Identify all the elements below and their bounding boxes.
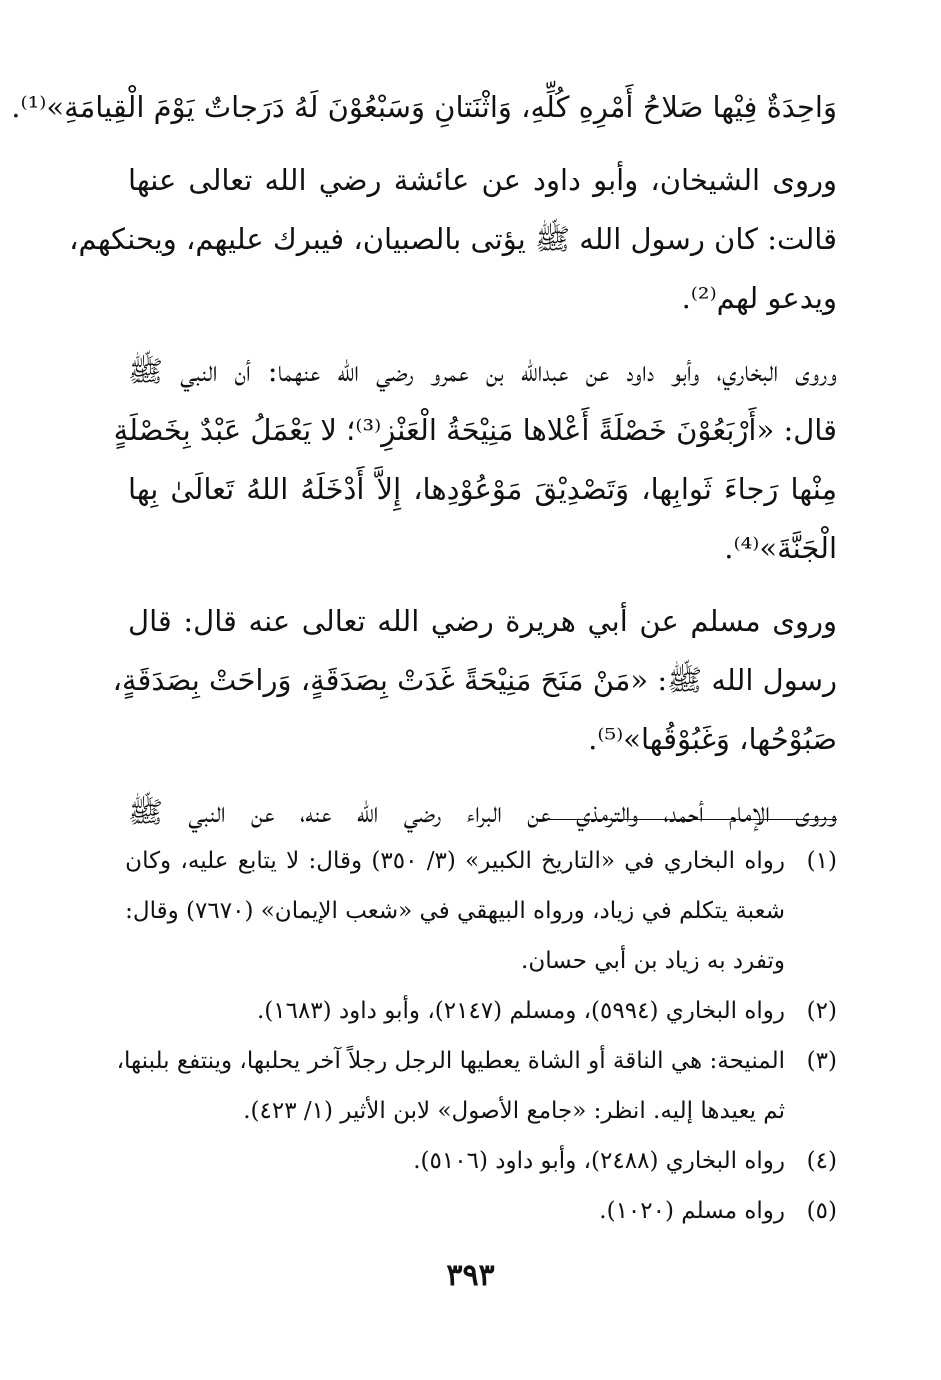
text-line: قال: «أَرْبَعُوْنَ خَصْلَةً أَعْلاها مَنِيْحَةُ الْعَنْزِ⁽³⁾؛ لا يَعْمَلُ عَبْدٌ بِخَصْلَةٍ [113, 413, 837, 447]
paragraph-1 [11, 78, 837, 137]
footnotes [116, 836, 837, 1236]
paragraph-2 [69, 151, 837, 328]
footnote-number: (٢) [806, 998, 837, 1024]
footnote-line: رواه البخاري (٥٩٩٤)، ومسلم (٢١٤٧)، وأبو داود (١٦٨٣). [256, 998, 785, 1024]
footnote-4 [128, 1136, 837, 1186]
footnote-line: وتفرد به زياد بن أبي حسان. [521, 948, 785, 974]
footnote-line: رواه مسلم (١٠٢٠). [599, 1198, 785, 1224]
text-line: رسول الله ﷺ: «مَنْ مَنَحَ مَنِيْحَةً غَدَتْ بِصَدَقَةٍ، وَراحَتْ بِصَدَقَةٍ، [112, 663, 837, 697]
footnote-number: (١) [806, 848, 837, 874]
text-line: مِنْها رَجاءَ ثَوابِها، وَتَصْدِيْقَ مَوْعُوْدِها، إِلاَّ أَدْخَلَهُ اللهُ تَعالَىٰ بِها [128, 472, 837, 506]
footnote-5 [128, 1186, 837, 1236]
footnote-divider [537, 819, 837, 820]
footnote-1 [125, 836, 837, 986]
footnote-number: (٥) [806, 1198, 837, 1224]
paragraph-5 [128, 783, 837, 842]
footnote-line: رواه البخاري (٢٤٨٨)، وأبو داود (٥١٠٦). [413, 1148, 785, 1174]
text-line: ويدعو لهم⁽²⁾. [681, 281, 837, 315]
text-line: صَبُوْحُها، وَغَبُوْقُها»⁽⁵⁾. [588, 722, 837, 756]
footnote-3 [116, 1036, 837, 1136]
text-line: وروى الشيخان، وأبو داود عن عائشة رضي الله تعالى عنها [128, 163, 837, 197]
footnote-number: (٣) [806, 1048, 837, 1074]
main-text [11, 78, 837, 842]
paragraph-3 [113, 342, 837, 578]
text-line: قالت: كان رسول الله ﷺ يؤتى بالصبيان، فيبرك عليهم، ويحنكهم، [69, 222, 837, 256]
text-line: وروى الإمام أحمد، والترمذي عن البراء رضي الله عنه، عن النبي ﷺ [128, 795, 837, 829]
paragraph-4 [112, 592, 837, 769]
text-line: وروى مسلم عن أبي هريرة رضي الله تعالى عنه قال: قال [128, 604, 837, 638]
footnote-line: شعبة يتكلم في زياد، ورواه البيهقي في «شعب الإيمان» (٧٦٧٠) وقال: [125, 898, 785, 924]
footnote-line: ثم يعيدها إليه. انظر: «جامع الأصول» لابن الأثير (١/ ٤٢٣). [243, 1098, 785, 1124]
text-line: وَاحِدَةٌ فِيْها صَلاحُ أَمْرِهِ كُلِّهِ، وَاثْنَتانِ وَسَبْعُوْنَ لَهُ دَرَجاتٌ يَوْمَ الْقِيامَةِ»⁽¹⁾. [11, 90, 837, 124]
footnote-line: رواه البخاري في «التاريخ الكبير» (٣/ ٣٥٠) وقال: لا يتابع عليه، وكان [125, 848, 785, 874]
footnote-2 [128, 986, 837, 1036]
text-line: وروى البخاري، وأبو داود عن عبدالله بن عمرو رضي الله عنهما: أن النبي ﷺ [128, 354, 837, 388]
text-line: الْجَنَّةَ»⁽⁴⁾. [724, 531, 837, 565]
page-number: ٣٩٣ [446, 1258, 495, 1293]
footnote-number: (٤) [806, 1148, 837, 1174]
footnote-line: المنيحة: هي الناقة أو الشاة يعطيها الرجل رجلاً آخر يحلبها، وينتفع بلبنها، [116, 1048, 785, 1074]
